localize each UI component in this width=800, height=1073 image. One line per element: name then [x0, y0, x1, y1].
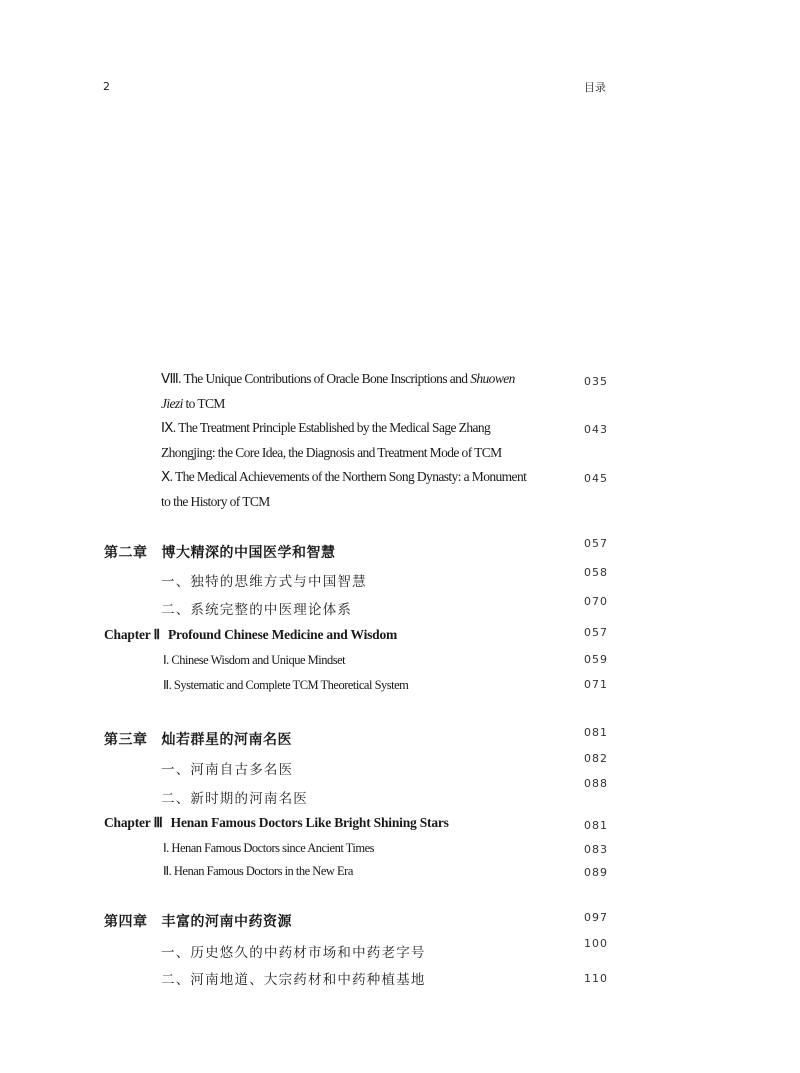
- chapter-3-en-page: 081: [584, 819, 608, 832]
- chapter-2-en-section-1-title: Ⅰ. Chinese Wisdom and Unique Mindset: [163, 653, 346, 667]
- chapter-3-en-section-2-title: Ⅱ. Henan Famous Doctors in the New Era: [163, 864, 353, 878]
- chapter-3-cn-section-2-page: 088: [584, 777, 608, 790]
- chapter-3-en-section-1-page: 083: [584, 843, 608, 856]
- chapter-2-cn-page: 057: [584, 537, 608, 550]
- toc-entry-8-page: 035: [584, 375, 608, 388]
- chapter-4-cn-section-1-title: 一、历史悠久的中药材市场和中药老字号: [161, 945, 426, 961]
- chapter-2-en-section-2-page: 071: [584, 678, 608, 691]
- chapter-2-en-section-2-title: Ⅱ. Systematic and Complete TCM Theoretical System: [163, 678, 409, 692]
- toc-entry-9-page: 043: [584, 423, 608, 436]
- chapter-2-en-section-1-page: 059: [584, 653, 608, 666]
- chapter-3-en-section-1-title: Ⅰ. Henan Famous Doctors since Ancient Times: [163, 841, 374, 855]
- running-head: 目录: [584, 81, 606, 94]
- page-number: 2: [103, 80, 110, 93]
- chapter-4-cn-page: 097: [584, 911, 608, 924]
- chapter-3-cn-section-1-page: 082: [584, 752, 608, 765]
- toc-entry-8-line1: Ⅷ. The Unique Contributions of Oracle Bone Inscriptions and Shuowen: [161, 371, 515, 386]
- toc-entry-9-line1: Ⅸ. The Treatment Principle Established by the Medical Sage Zhang: [161, 420, 491, 435]
- chapter-4-cn-section-2-page: 110: [584, 972, 608, 985]
- toc-entry-9-line2: Zhongjing: the Core Idea, the Diagnosis and Treatment Mode of TCM: [161, 445, 502, 460]
- chapter-3-cn-section-1-title: 一、河南自古多名医: [161, 762, 294, 778]
- chapter-2-cn-heading: 第二章 博大精深的中国医学和智慧: [104, 545, 336, 561]
- chapter-3-en-heading: Chapter Ⅲ Henan Famous Doctors Like Bright Shining Stars: [104, 815, 449, 830]
- toc-entry-10-line2: to the History of TCM: [161, 494, 270, 509]
- chapter-3-cn-heading: 第三章 灿若群星的河南名医: [104, 732, 292, 748]
- chapter-2-en-page: 057: [584, 626, 608, 639]
- toc-entry-8-line2: Jiezi to TCM: [161, 396, 225, 411]
- chapter-2-cn-section-2-title: 二、系统完整的中医理论体系: [161, 602, 353, 618]
- chapter-4-cn-heading: 第四章 丰富的河南中药资源: [104, 914, 292, 930]
- chapter-4-cn-section-1-page: 100: [584, 937, 608, 950]
- chapter-3-cn-section-2-title: 二、新时期的河南名医: [161, 791, 308, 807]
- chapter-3-cn-page: 081: [584, 726, 608, 739]
- chapter-2-cn-section-2-page: 070: [584, 595, 608, 608]
- chapter-2-cn-section-1-title: 一、独特的思维方式与中国智慧: [161, 574, 367, 590]
- toc-entry-10-page: 045: [584, 472, 608, 485]
- chapter-2-cn-section-1-page: 058: [584, 566, 608, 579]
- chapter-4-cn-section-2-title: 二、河南地道、大宗药材和中药种植基地: [161, 972, 426, 988]
- toc-entry-10-line1: Ⅹ. The Medical Achievements of the Northern Song Dynasty: a Monument: [161, 469, 527, 484]
- chapter-2-en-heading: Chapter Ⅱ Profound Chinese Medicine and Wisdom: [104, 627, 398, 642]
- chapter-3-en-section-2-page: 089: [584, 866, 608, 879]
